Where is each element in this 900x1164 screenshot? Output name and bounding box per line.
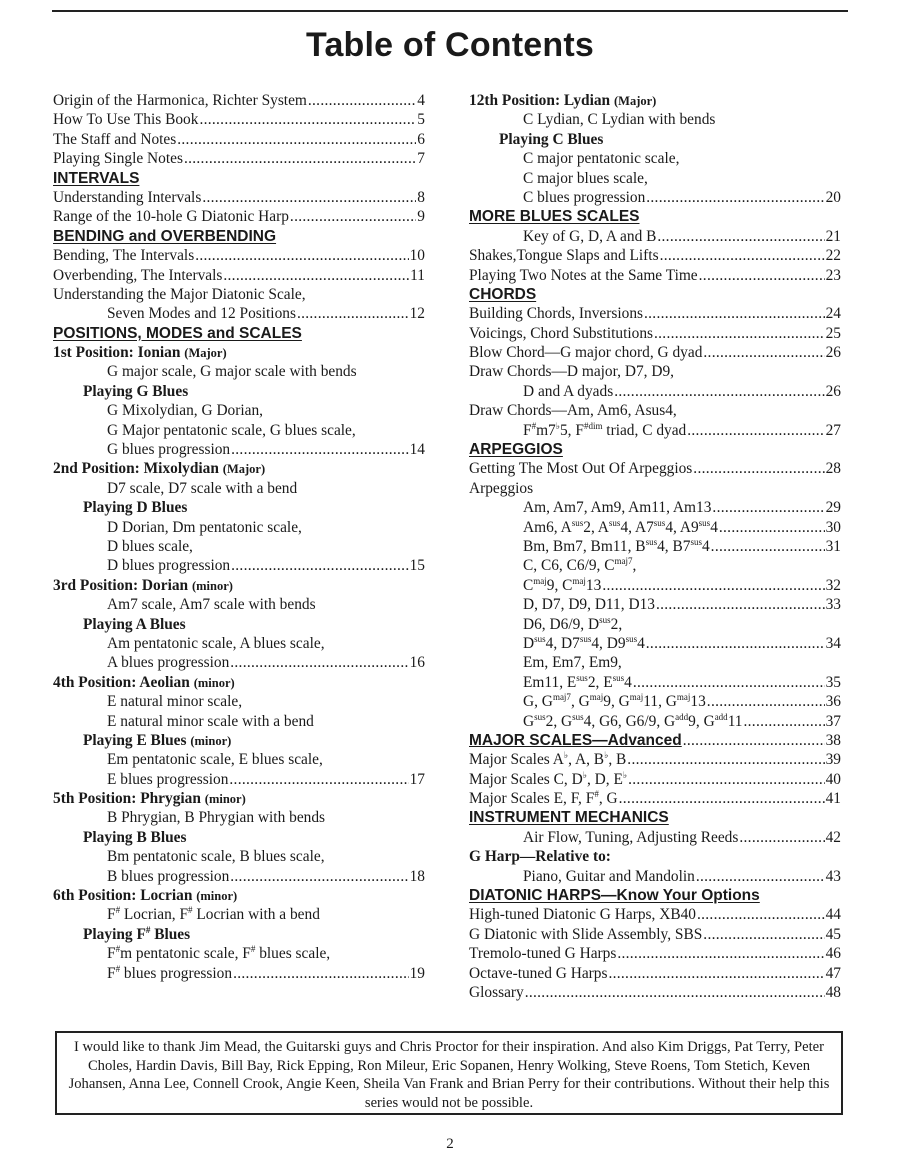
entry-page-number: 29: [825, 499, 841, 517]
dot-leader: [627, 750, 824, 769]
dot-leader: [703, 343, 824, 362]
toc-text-line: C major blues scale,: [523, 169, 648, 187]
position-label: 5th Position: Phrygian: [53, 790, 201, 808]
toc-entry: [53, 246, 425, 265]
entry-label: D, D7, D9, D11, D13: [523, 596, 655, 614]
mode-label: (Major): [613, 94, 657, 108]
toc-entry: [469, 673, 841, 692]
toc-entry: [469, 421, 841, 440]
toc-entry: [469, 925, 841, 944]
entry-label: G, $G^{maj7}$, $G^{maj}9$, $G^{maj}11$, $G^{maj}13$: [523, 692, 706, 711]
entry-page-number: 12: [409, 305, 425, 323]
entry-label: How To Use This Book: [53, 111, 199, 129]
toc-text-line: D7 scale, D7 scale with a bend: [107, 479, 298, 497]
blues-heading: [53, 498, 425, 517]
position-heading: [53, 886, 425, 905]
dot-leader: [233, 964, 409, 983]
entry-label: F# blues progression: [107, 963, 233, 982]
entry-page-number: 22: [825, 247, 841, 265]
dot-leader: [602, 576, 824, 595]
entry-page-number: 38: [825, 731, 841, 749]
toc-entry: [469, 576, 841, 595]
entry-label: Key of G, D, A and B: [523, 227, 657, 245]
page-title: Table of Contents: [306, 26, 594, 64]
entry-page-number: 39: [825, 751, 841, 769]
blues-label: Playing D Blues: [83, 499, 188, 517]
entry-label: Air Flow, Tuning, Adjusting Reeds: [523, 828, 739, 846]
dot-leader: [644, 304, 825, 323]
position-label: 6th Position: Locrian: [53, 887, 193, 905]
toc-entry: [469, 750, 841, 769]
position-heading: [53, 343, 425, 362]
toc-entry: [469, 789, 841, 808]
blues-heading: [53, 828, 425, 847]
position-heading: [53, 673, 425, 692]
blues-heading: [53, 615, 425, 634]
dot-leader: [646, 188, 824, 207]
toc-text-line: Am7 scale, Am7 scale with bends: [107, 596, 316, 614]
entry-label: Understanding Intervals: [53, 188, 202, 206]
section-heading: INSTRUMENT MECHANICS: [469, 809, 669, 827]
toc-left-column: [53, 91, 425, 983]
entry-label: Major Scales E, F, F#, G: [469, 789, 618, 808]
entry-label: D blues progression: [107, 557, 231, 575]
entry-page-number: 40: [825, 770, 841, 788]
toc-entry: [469, 498, 841, 517]
dot-leader: [614, 382, 824, 401]
entry-label: F#m7♭5, $F^{\#dim}$ triad, C dyad: [523, 420, 687, 439]
dot-leader: [697, 905, 825, 924]
dot-leader: [619, 789, 825, 808]
acknowledgement-text: I would like to thank Jim Mead, the Guitarski guys and Chris Proctor for their inspiration. And also Kim Driggs, Pat Terry, Peter Choles, Hardin Davis, Bill Bay, Rick Epping, Ron Mileur, Eric Sopanen, Henry Wolking, Steve Roens, Tom Stetich, Keven Johansen, Anna Lee, Connell Crook, Angie Keen, Sheila Van Frank and Brian Perry for their contributions. Without their help this series would not be possible.: [68, 1039, 830, 1111]
entry-page-number: 10: [409, 247, 425, 265]
position-label: 4th Position: Aeolian: [53, 673, 190, 691]
entry-page-number: 41: [825, 790, 841, 808]
position-heading: [53, 459, 425, 478]
blues-label: Playing B Blues: [83, 828, 187, 846]
entry-page-number: 45: [825, 925, 841, 943]
entry-page-number: 31: [825, 537, 841, 555]
toc-text-line: Em, Em7, Em9,: [523, 654, 622, 672]
entry-label: Bm, Bm7, Bm11, $B^{sus}4$, $B7^{sus}4$: [523, 536, 710, 555]
dot-leader: [744, 712, 825, 731]
entry-label: Major Scales A♭, A, B♭, B: [469, 750, 627, 769]
toc-entry: [53, 867, 425, 886]
blues-label: Playing C Blues: [499, 130, 604, 148]
entry-page-number: 44: [825, 906, 841, 924]
entry-label: High-tuned Diatonic G Harps, XB40: [469, 906, 696, 924]
toc-text-line: Bm pentatonic scale, B blues scale,: [107, 848, 325, 866]
entry-page-number: 8: [417, 188, 425, 206]
entry-page-number: 28: [825, 460, 841, 478]
position-label: 3rd Position: Dorian: [53, 576, 189, 594]
position-heading: [469, 91, 841, 110]
toc-entry: [53, 149, 425, 168]
entry-page-number: 11: [410, 266, 425, 284]
dot-leader: [711, 537, 825, 556]
toc-entry: [469, 944, 841, 963]
entry-label: MAJOR SCALES—Advanced: [469, 731, 682, 749]
toc-text-line: Em pentatonic scale, E blues scale,: [107, 751, 323, 769]
entry-label: G blues progression: [107, 441, 231, 459]
entry-page-number: 35: [825, 673, 841, 691]
toc-entry: [469, 983, 841, 1002]
mode-label: (Major): [222, 462, 266, 477]
toc-text-line: B Phrygian, B Phrygian with bends: [107, 809, 326, 827]
dot-leader: [608, 964, 824, 983]
entry-page-number: 7: [417, 150, 425, 168]
position-label: 2nd Position: Mixolydian: [53, 460, 219, 478]
dot-leader: [230, 653, 408, 672]
entry-label: B blues progression: [107, 867, 230, 885]
dot-leader: [654, 324, 825, 343]
entry-page-number: 48: [825, 983, 841, 1001]
entry-label: Am6, $A^{sus}2$, $A^{sus}4$, $A7^{sus}4$, $A9^{sus}4$: [523, 517, 718, 536]
entry-page-number: 19: [409, 964, 425, 982]
entry-label: Overbending, The Intervals: [53, 266, 223, 284]
entry-label: Voicings, Chord Substitutions: [469, 324, 654, 342]
entry-label: Playing Single Notes: [53, 150, 183, 168]
dot-leader: [683, 731, 825, 750]
entry-page-number: 30: [825, 518, 841, 536]
dot-leader: [231, 556, 408, 575]
toc-text-line: Understanding the Major Diatonic Scale,: [53, 285, 306, 303]
toc-text-line: D Dorian, Dm pentatonic scale,: [107, 518, 302, 536]
dot-leader: [525, 983, 825, 1002]
entry-label: Am, Am7, Am9, Am11, Am13: [523, 499, 712, 517]
entry-label: G Diatonic with Slide Assembly, SBS: [469, 925, 703, 943]
section-heading: MORE BLUES SCALES: [469, 208, 640, 226]
section-heading: DIATONIC HARPS—Know Your Options: [469, 887, 760, 905]
entry-label: Tremolo-tuned G Harps: [469, 945, 617, 963]
entry-page-number: 6: [417, 130, 425, 148]
toc-entry: [469, 964, 841, 983]
toc-entry: [469, 459, 841, 478]
entry-label: Origin of the Harmonica, Richter System: [53, 92, 307, 109]
entry-label: $G^{sus}2$, $G^{sus}4$, G6, G6/9, $G^{add}9$, $G^{add}11$: [523, 711, 743, 730]
toc-entry: [53, 556, 425, 575]
toc-text-line: D6, D6/9, $D^{sus}2$,: [523, 614, 623, 633]
dot-leader: [646, 634, 825, 653]
dot-leader: [195, 246, 408, 265]
entry-page-number: 26: [825, 382, 841, 400]
toc-text-line: C Lydian, C Lydian with bends: [523, 111, 716, 129]
blues-label: Playing A Blues: [83, 615, 186, 633]
entry-label: Blow Chord—G major chord, G dyad: [469, 344, 703, 362]
position-label: 1st Position: Ionian: [53, 344, 181, 362]
position-label: 12th Position: Lydian: [469, 92, 611, 109]
entry-page-number: 32: [825, 576, 841, 594]
dot-leader: [699, 266, 825, 285]
toc-text-line: F# Locrian, F# Locrian with a bend: [107, 905, 320, 924]
entry-page-number: 47: [825, 964, 841, 982]
top-rule: [52, 10, 848, 12]
entry-label: $C^{maj}9$, $C^{maj}13$: [523, 575, 602, 594]
entry-label: Bending, The Intervals: [53, 247, 195, 265]
entry-label: Shakes,Tongue Slaps and Lifts: [469, 247, 659, 265]
dot-leader: [719, 518, 825, 537]
toc-entry: [53, 304, 425, 323]
toc-text-line: G major scale, G major scale with bends: [107, 363, 357, 381]
entry-label: Octave-tuned G Harps: [469, 964, 608, 982]
entry-page-number: 37: [825, 712, 841, 730]
toc-text-line: E natural minor scale,: [107, 693, 243, 711]
toc-entry: [469, 537, 841, 556]
entry-label: Major Scales C, D♭, D, E♭: [469, 769, 628, 788]
toc-entry: [469, 905, 841, 924]
toc-text-line: D blues scale,: [107, 537, 193, 555]
entry-page-number: 21: [825, 227, 841, 245]
toc-entry: [469, 343, 841, 362]
entry-label: Playing Two Notes at the Same Time: [469, 266, 698, 284]
page-number: 2: [446, 1136, 454, 1152]
toc-text-line: Draw Chords—D major, D7, D9,: [469, 363, 674, 381]
toc-entry: [53, 964, 425, 983]
position-heading: [53, 789, 425, 808]
entry-page-number: 15: [409, 557, 425, 575]
dot-leader: [633, 673, 825, 692]
toc-entry: [469, 692, 841, 711]
dot-leader: [290, 207, 416, 226]
entry-page-number: 43: [825, 867, 841, 885]
toc-text-line: C, C6, C6/9, $C^{maj7}$,: [523, 556, 637, 575]
toc-entry: [469, 828, 841, 847]
dot-leader: [739, 828, 824, 847]
toc-text-line: G Mixolydian, G Dorian,: [107, 402, 264, 420]
dot-leader: [703, 925, 824, 944]
toc-entry: [469, 227, 841, 246]
dot-leader: [199, 110, 416, 129]
entry-label: $D^{sus}4$, $D7^{sus}4$, $D9^{sus}4$: [523, 633, 645, 652]
toc-entry: [53, 91, 425, 110]
entry-page-number: 34: [825, 634, 841, 652]
acknowledgement-box: [55, 1031, 843, 1115]
section-entry: [469, 731, 841, 750]
entry-label: D and A dyads: [523, 382, 614, 400]
toc-text-line: C major pentatonic scale,: [523, 150, 680, 168]
entry-label: Seven Modes and 12 Positions: [107, 305, 296, 323]
entry-label: Range of the 10-hole G Diatonic Harp: [53, 208, 289, 226]
toc-entry: [469, 266, 841, 285]
toc-text-line: Draw Chords—Am, Am6, Asus4,: [469, 402, 677, 420]
mode-label: (minor): [190, 733, 232, 748]
position-heading: [53, 576, 425, 595]
entry-page-number: 16: [409, 654, 425, 672]
entry-page-number: 14: [409, 441, 425, 459]
toc-text-line: E natural minor scale with a bend: [107, 712, 314, 730]
entry-page-number: 33: [825, 596, 841, 614]
dot-leader: [696, 867, 825, 886]
entry-page-number: 36: [825, 693, 841, 711]
entry-page-number: 27: [825, 421, 841, 439]
mode-label: (Major): [184, 346, 227, 361]
toc-text-line: Am pentatonic scale, A blues scale,: [107, 634, 325, 652]
section-heading: POSITIONS, MODES and SCALES: [53, 324, 302, 342]
toc-entry: [469, 382, 841, 401]
toc-text-line: G Major pentatonic scale, G blues scale,: [107, 421, 356, 439]
dot-leader: [184, 149, 416, 168]
dot-leader: [693, 459, 824, 478]
dot-leader: [707, 692, 825, 711]
entry-label: A blues progression: [107, 654, 230, 672]
dot-leader: [231, 440, 408, 459]
entry-page-number: 25: [825, 324, 841, 342]
entry-label: Piano, Guitar and Mandolin: [523, 867, 695, 885]
entry-label: E blues progression: [107, 770, 229, 788]
toc-entry: [469, 770, 841, 789]
toc-entry: [469, 518, 841, 537]
blues-label: Playing F# Blues: [83, 924, 191, 943]
toc-right-column: [469, 91, 841, 1002]
entry-label: The Staff and Notes: [53, 130, 177, 148]
dot-leader: [660, 246, 825, 265]
toc-entry: [469, 304, 841, 323]
mode-label: (minor): [196, 889, 238, 904]
dot-leader: [230, 867, 408, 886]
mode-label: (minor): [193, 675, 235, 690]
entry-label: Building Chords, Inversions: [469, 305, 644, 323]
section-heading: ARPEGGIOS: [469, 441, 563, 459]
entry-page-number: 5: [417, 111, 425, 129]
mode-label: (minor): [191, 578, 233, 593]
position-label: G Harp—Relative to:: [469, 848, 611, 866]
dot-leader: [223, 266, 409, 285]
blues-label: Playing E Blues: [83, 731, 187, 749]
entry-page-number: 46: [825, 945, 841, 963]
position-heading: [469, 847, 841, 866]
blues-heading: [53, 731, 425, 750]
entry-page-number: 23: [825, 266, 841, 284]
entry-page-number: 18: [409, 867, 425, 885]
toc-entry: [53, 188, 425, 207]
entry-page-number: 20: [825, 188, 841, 206]
dot-leader: [308, 91, 416, 110]
toc-entry: [469, 324, 841, 343]
entry-page-number: 4: [417, 92, 425, 109]
entry-page-number: 24: [825, 305, 841, 323]
entry-label: Glossary: [469, 983, 524, 1001]
toc-text-line: F#m pentatonic scale, F# blues scale,: [107, 944, 331, 963]
toc-entry: [469, 188, 841, 207]
mode-label: (minor): [204, 792, 246, 807]
dot-leader: [202, 188, 416, 207]
toc-entry: [53, 110, 425, 129]
dot-leader: [177, 130, 416, 149]
toc-entry: [469, 712, 841, 731]
entry-page-number: 9: [417, 208, 425, 226]
blues-heading: [469, 130, 841, 149]
entry-page-number: 17: [409, 770, 425, 788]
dot-leader: [617, 944, 824, 963]
entry-page-number: 42: [825, 828, 841, 846]
dot-leader: [712, 498, 824, 517]
section-heading: INTERVALS: [53, 169, 140, 187]
toc-text-line: Arpeggios: [469, 479, 534, 497]
entry-page-number: 26: [825, 344, 841, 362]
blues-heading: [53, 382, 425, 401]
toc-entry: [53, 207, 425, 226]
toc-entry: [469, 595, 841, 614]
dot-leader: [297, 304, 409, 323]
entry-label: C blues progression: [523, 188, 646, 206]
toc-entry: [53, 440, 425, 459]
toc-entry: [53, 770, 425, 789]
section-heading: BENDING and OVERBENDING: [53, 227, 277, 245]
dot-leader: [656, 595, 825, 614]
toc-entry: [53, 130, 425, 149]
dot-leader: [229, 770, 408, 789]
toc-entry: [53, 266, 425, 285]
toc-entry: [53, 653, 425, 672]
toc-entry: [469, 246, 841, 265]
entry-label: Getting The Most Out Of Arpeggios: [469, 460, 693, 478]
toc-entry: [469, 634, 841, 653]
dot-leader: [657, 227, 824, 246]
blues-heading: [53, 925, 425, 944]
section-heading: CHORDS: [469, 285, 537, 303]
toc-entry: [469, 867, 841, 886]
dot-leader: [628, 770, 824, 789]
entry-label: Em11, $E^{sus}2$, $E^{sus}4$: [523, 672, 632, 691]
blues-label: Playing G Blues: [83, 382, 189, 400]
dot-leader: [687, 421, 824, 440]
